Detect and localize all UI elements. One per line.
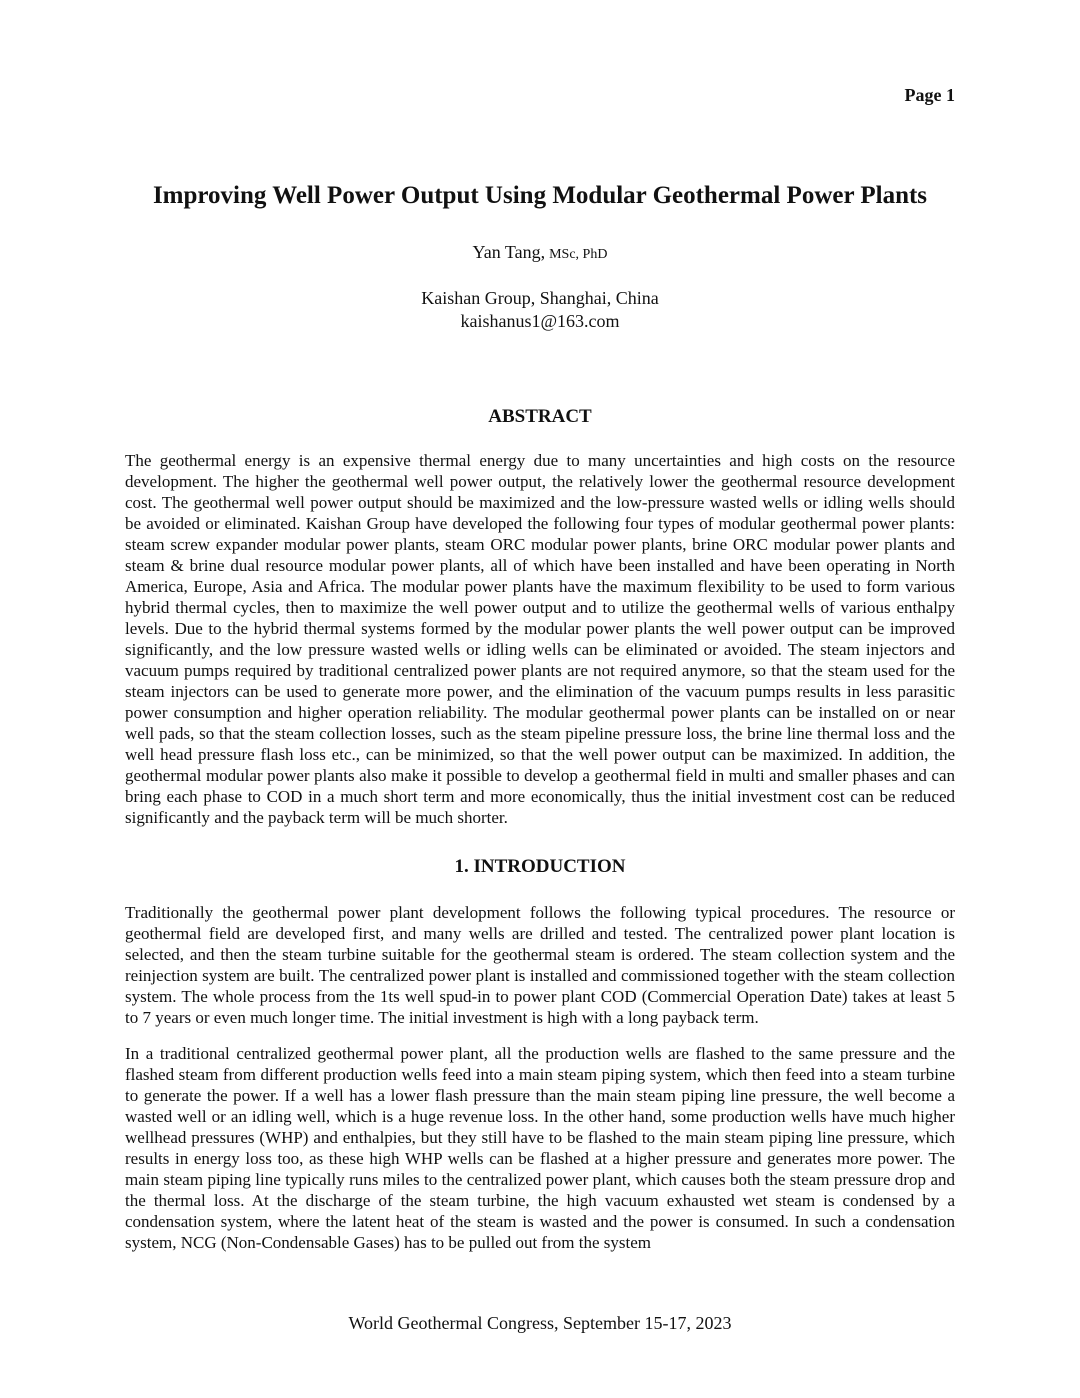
author-name: Yan Tang, bbox=[472, 242, 546, 262]
introduction-paragraph-2: In a traditional centralized geothermal power plant, all the production wells are flashed to the same pressure and the flashed steam from different production wells feed into a main steam piping system, which then feed into a steam turbine to generate the power. If a well has a lower flash pressure than the main steam piping line pressure, the well become a wasted well or an idling well, which is a huge revenue loss. In the other hand, some production wells have much higher wellhead pressures (WHP) and enthalpies, but they still have to be flashed to the main steam piping line pressure, which results in energy loss too, as these high WHP wells can be flashed at a higher pressure and generates more power. The main steam piping line typically runs miles to the centralized power plant, which causes both the steam pressure drop and the thermal loss. At the discharge of the steam turbine, the high vacuum exhausted wet steam is condensed by a condensation system, where the latent heat of the steam is wasted and the power is consumed. In such a condensation system, NCG (Non-Condensable Gases) has to be pulled out from the system bbox=[125, 1044, 955, 1252]
page-number: Page 1 bbox=[904, 85, 955, 105]
abstract-heading: ABSTRACT bbox=[488, 406, 592, 427]
paper-title: Improving Well Power Output Using Modular Geothermal Power Plants bbox=[152, 182, 928, 209]
introduction-paragraph-1: Traditionally the geothermal power plant development follows the following typical procedures. The resource or geothermal field are developed first, and many wells are drilled and tested. The centralized power plant location is selected, and then the steam turbine suitable for the geothermal steam is ordered. The steam collection system and the reinjection system are built. The centralized power plant is installed and commissioned together with the steam collection system. The whole process from the 1ts well spud-in to power plant COD (Commercial Operation Date) takes at least 5 to 7 years or even much longer time. The initial investment is high with a long payback term. bbox=[125, 903, 955, 1027]
abstract-body: The geothermal energy is an expensive thermal energy due to many uncertainties and high costs on the resource development. The higher the geothermal well power output, the relatively lower the geothermal resource development cost. The geothermal well power output should be maximized and the low-pressure wasted wells or idling wells should be avoided or eliminated. Kaishan Group have developed the following four types of modular geothermal power plants: steam screw expander modular power plants, steam ORC modular power plants, brine ORC modular power plants and steam & brine dual resource modular power plants, all of which have been installed and have been operating in North America, Europe, Asia and Africa. The modular power plants have the maximum flexibility to be used to form various hybrid thermal cycles, then to maximize the well power output and to utilize the geothermal wells of various enthalpy levels. Due to the hybrid thermal systems formed by the modular power plants the well power output can be improved significantly, and the low pressure wasted wells or idling wells can be eliminated or avoided. The steam injectors and vacuum pumps required by traditional centralized power plants are not required anymore, so that the steam used for the steam injectors can be used to generate more power, and the elimination of the vacuum pumps results in less parasitic power consumption and higher operation reliability. The modular geothermal power plants can be installed on or near well pads, so that the steam collection losses, such as the steam pipeline pressure loss, the brine line thermal loss and the well head pressure flash loss etc., can be minimized, so that the well power output can be maximized. In addition, the geothermal modular power plants also make it possible to develop a geothermal field in multi and smaller phases and can bring each phase to COD in a much short term and more economically, thus the initial investment cost can be reduced significantly and the payback term will be much shorter. bbox=[125, 451, 955, 827]
affiliation: Kaishan Group, Shanghai, China bbox=[421, 288, 659, 308]
footer-conference: World Geothermal Congress, September 15-17, 2023 bbox=[348, 1313, 732, 1333]
affiliation-block bbox=[125, 287, 955, 333]
introduction-heading: 1. INTRODUCTION bbox=[454, 856, 626, 877]
author-credentials: MSc, PhD bbox=[549, 247, 608, 262]
author-line bbox=[125, 241, 955, 266]
email: kaishanus1@163.com bbox=[460, 311, 620, 331]
